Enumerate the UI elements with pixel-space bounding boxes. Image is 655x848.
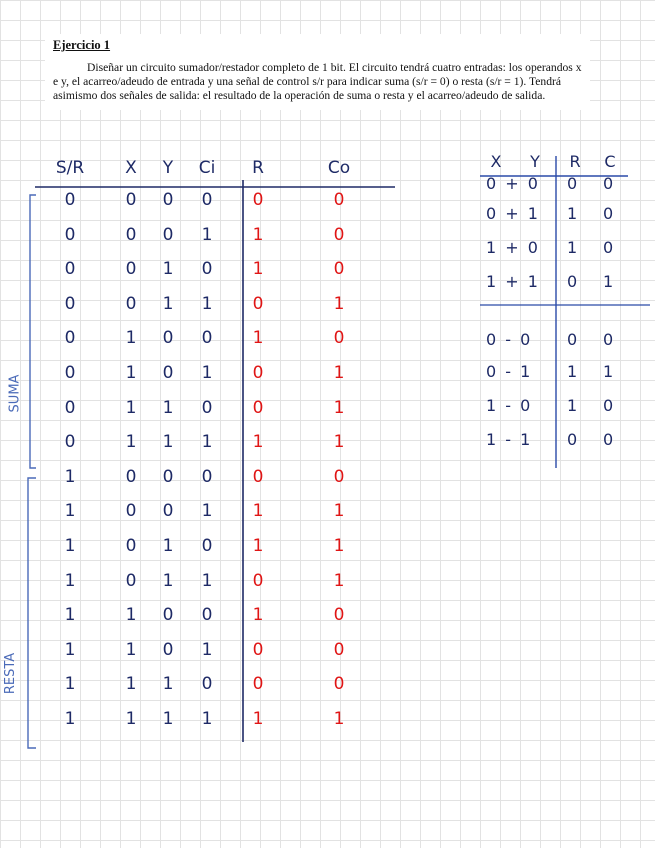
table-cell: 1 — [201, 363, 213, 383]
table-cell: 0 — [64, 259, 76, 280]
table-cell: 1 — [252, 605, 264, 626]
side-r-cell: 1 — [567, 238, 578, 257]
table-cell: 1 — [64, 709, 76, 729]
suma-bracket — [30, 195, 36, 468]
table-cell: 0 — [125, 570, 137, 591]
table-cell: 1 — [333, 397, 345, 418]
exercise-text: Diseñar un circuito sumador/restador completo de 1 bit. El circuito tendrá cuatro entradas: los operandos x e y, el acarreo/adeudo de entrada y una señal de control s/r para indicar suma (s/r = 0) o resta (s/r = 1). Tendrá asimismo dos señales de salida: el resultado de la operación de suma o resta y el acarreo/adeudo de salida. — [53, 61, 582, 102]
table-cell: 1 — [125, 605, 137, 626]
table-cell: 0 — [201, 328, 213, 349]
side-c-cell: 1 — [603, 362, 614, 381]
table-cell: 1 — [125, 397, 137, 418]
table-header-cell: Y — [162, 158, 174, 178]
side-op-cell: 0 - 0 — [486, 330, 531, 349]
side-header-cell: X — [490, 152, 502, 171]
table-cell: 1 — [64, 570, 76, 591]
table-cell: 1 — [162, 674, 174, 695]
table-cell: 1 — [333, 536, 345, 556]
table-cell: 1 — [125, 639, 137, 660]
table-cell: 1 — [64, 605, 76, 626]
table-cell: 0 — [333, 674, 345, 695]
table-cell: 1 — [162, 259, 174, 280]
table-cell: 1 — [201, 224, 213, 245]
side-op-cell: 0 + 0 — [486, 174, 538, 193]
table-cell: 0 — [64, 293, 76, 314]
table-cell: 0 — [125, 259, 137, 280]
side-op-cell: 0 - 1 — [486, 362, 531, 381]
table-cell: 0 — [252, 570, 264, 591]
table-cell: 1 — [333, 363, 345, 383]
table-cell: 0 — [162, 605, 174, 626]
side-c-cell: 0 — [603, 204, 614, 223]
side-op-cell: 1 + 1 — [486, 272, 538, 291]
table-cell: 0 — [333, 639, 345, 660]
side-op-cell: 0 + 1 — [486, 204, 538, 223]
table-cell: 0 — [252, 293, 264, 314]
table-cell: 0 — [201, 536, 213, 556]
side-op-cell: 1 - 1 — [486, 430, 531, 449]
table-header-cell: Ci — [198, 158, 216, 178]
table-cell: 0 — [252, 190, 264, 210]
table-cell: 1 — [125, 674, 137, 695]
table-header-cell: Co — [327, 158, 351, 178]
table-cell: 1 — [252, 328, 264, 349]
table-cell: 0 — [162, 224, 174, 245]
table-cell: 1 — [333, 293, 345, 314]
table-cell: 0 — [162, 639, 174, 660]
table-cell: 1 — [333, 432, 345, 453]
table-header-cell: X — [125, 158, 137, 178]
side-op-cell: 1 + 0 — [486, 238, 538, 257]
table-cell: 0 — [162, 190, 174, 210]
exercise-title: Ejercicio 1 — [53, 38, 111, 52]
table-cell: 1 — [162, 432, 174, 453]
table-cell: 0 — [252, 363, 264, 383]
table-cell: 0 — [125, 190, 137, 210]
side-header-cell: C — [604, 152, 616, 171]
table-cell: 1 — [252, 224, 264, 245]
table-cell: 0 — [125, 224, 137, 245]
table-cell: 1 — [252, 501, 264, 522]
table-cell: 0 — [162, 501, 174, 522]
table-cell: 1 — [162, 570, 174, 591]
table-cell: 0 — [333, 328, 345, 349]
side-r-cell: 0 — [567, 430, 578, 449]
table-cell: 1 — [125, 432, 137, 453]
table-header-cell: R — [252, 158, 264, 178]
table-cell: 0 — [252, 397, 264, 418]
table-cell: 1 — [162, 293, 174, 314]
table-cell: 0 — [333, 466, 345, 487]
table-cell: 0 — [252, 466, 264, 487]
suma-label: SUMA — [7, 374, 23, 413]
side-r-cell: 1 — [567, 396, 578, 415]
table-cell: 0 — [333, 224, 345, 245]
table-cell: 1 — [252, 709, 264, 729]
table-cell: 1 — [201, 709, 213, 729]
table-cell: 1 — [201, 639, 213, 660]
table-cell: 1 — [64, 639, 76, 660]
table-header-cell: S/R — [55, 158, 85, 178]
table-cell: 0 — [64, 397, 76, 418]
side-r-cell: 1 — [567, 204, 578, 223]
table-cell: 0 — [333, 259, 345, 280]
table-cell: 0 — [125, 536, 137, 556]
side-c-cell: 0 — [603, 238, 614, 257]
table-cell: 1 — [252, 432, 264, 453]
table-cell: 1 — [252, 259, 264, 280]
table-cell: 0 — [162, 328, 174, 349]
table-cell: 1 — [201, 501, 213, 522]
table-cell: 1 — [64, 466, 76, 487]
table-cell: 0 — [64, 432, 76, 453]
table-cell: 0 — [125, 501, 137, 522]
table-cell: 1 — [333, 501, 345, 522]
table-cell: 0 — [64, 224, 76, 245]
table-cell: 0 — [64, 328, 76, 349]
table-cell: 0 — [201, 397, 213, 418]
side-c-cell: 0 — [603, 174, 614, 193]
table-cell: 1 — [125, 363, 137, 383]
table-cell: 0 — [64, 363, 76, 383]
table-cell: 1 — [64, 674, 76, 695]
table-cell: 1 — [201, 432, 213, 453]
resta-bracket — [28, 478, 36, 748]
table-cell: 1 — [252, 536, 264, 556]
table-cell: 1 — [201, 570, 213, 591]
table-cell: 0 — [201, 466, 213, 487]
table-cell: 0 — [125, 293, 137, 314]
side-r-cell: 1 — [567, 362, 578, 381]
table-cell: 0 — [125, 466, 137, 487]
table-cell: 0 — [201, 674, 213, 695]
table-cell: 0 — [162, 466, 174, 487]
table-cell: 0 — [333, 190, 345, 210]
table-cell: 1 — [333, 709, 345, 729]
side-c-cell: 0 — [603, 330, 614, 349]
side-r-cell: 0 — [567, 330, 578, 349]
table-cell: 0 — [252, 639, 264, 660]
table-cell: 0 — [201, 605, 213, 626]
table-cell: 0 — [333, 605, 345, 626]
table-cell: 0 — [252, 674, 264, 695]
table-cell: 1 — [125, 709, 137, 729]
side-op-cell: 1 - 0 — [486, 396, 531, 415]
table-cell: 1 — [162, 709, 174, 729]
table-cell: 0 — [64, 190, 76, 210]
table-cell: 0 — [162, 363, 174, 383]
side-c-cell: 0 — [603, 396, 614, 415]
table-cell: 1 — [64, 501, 76, 522]
table-cell: 1 — [125, 328, 137, 349]
side-r-cell: 0 — [567, 272, 578, 291]
side-header-cell: R — [569, 152, 581, 171]
table-cell: 0 — [201, 190, 213, 210]
table-cell: 1 — [162, 397, 174, 418]
side-c-cell: 0 — [603, 430, 614, 449]
table-cell: 1 — [162, 536, 174, 556]
resta-label: RESTA — [3, 652, 19, 695]
side-r-cell: 0 — [567, 174, 578, 193]
side-c-cell: 1 — [603, 272, 614, 291]
table-cell: 1 — [333, 570, 345, 591]
table-cell: 0 — [201, 259, 213, 280]
table-cell: 1 — [64, 536, 76, 556]
side-header-cell: Y — [530, 152, 540, 171]
table-cell: 1 — [201, 293, 213, 314]
